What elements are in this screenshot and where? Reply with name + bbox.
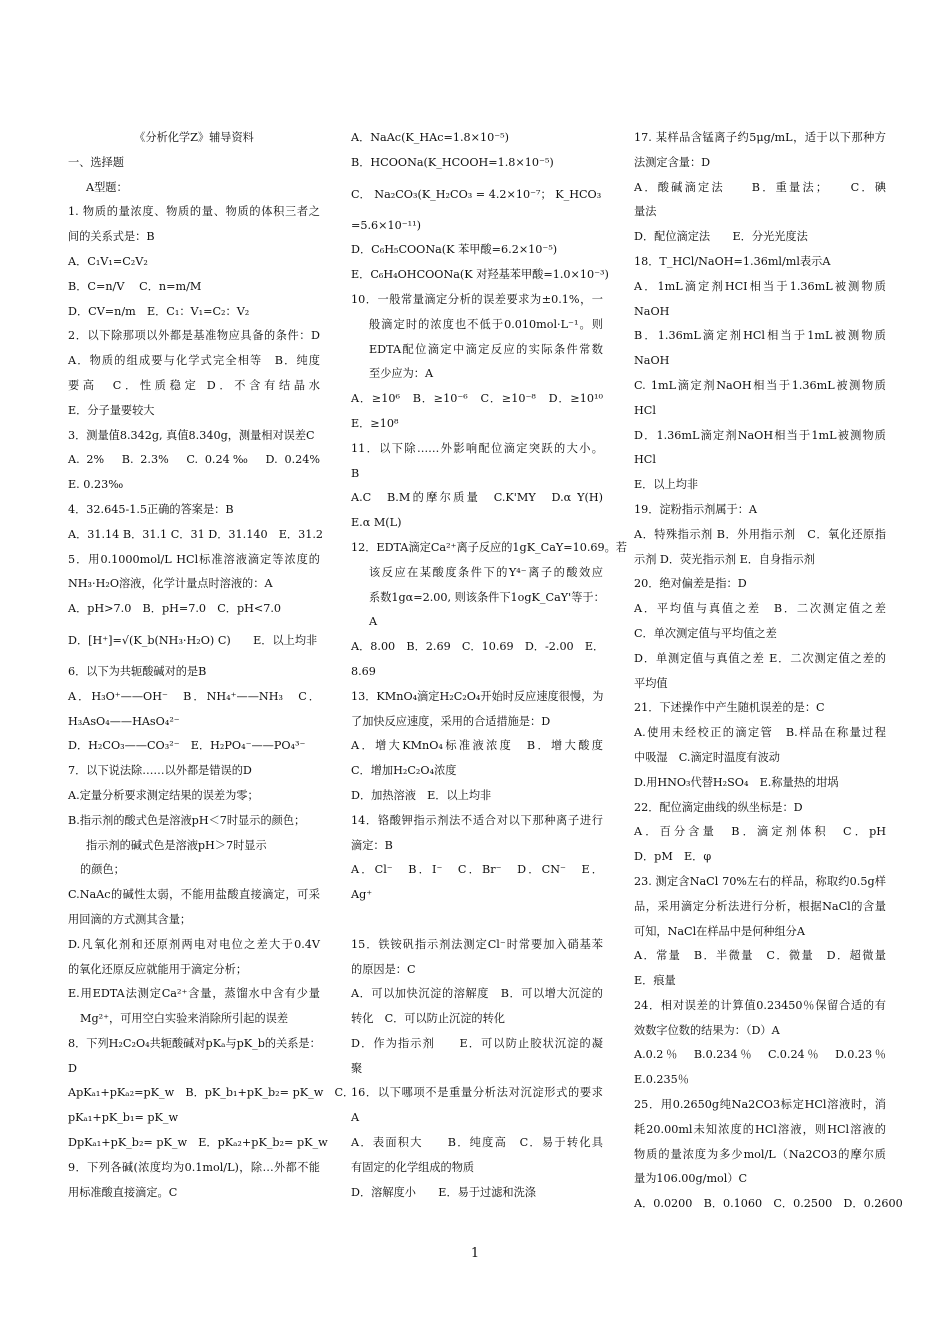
text-line: NaOH [634, 304, 670, 318]
text-line: A．可以加快沉淀的溶解度 B．可以增大沉淀的 [351, 987, 603, 1001]
question-4: 4．32.645-1.5正确的答案是：B [68, 502, 234, 516]
text-line: pKₐ₁+pK_b₁= pK_w [68, 1111, 179, 1125]
text-line: A [351, 1111, 360, 1125]
text-line: A．物质的组成要与化学式完全相等 B．纯度 [68, 354, 320, 368]
text-line: Ag⁺ [351, 888, 373, 902]
formula-line: D．[H⁺]=√(K_b(NH₃·H₂O) C) E．以上均非 [68, 633, 318, 647]
text-line: E．C₆H₄OHCOONa(K 对羟基苯甲酸=1.0×10⁻³) [351, 268, 609, 282]
text-line: A. 2% B. 2.3% C. 0.24‰ D. 0.24% [68, 453, 320, 467]
text-line: C. 1mL滴定剂NaOH相当于1.36mL被测物质 [634, 378, 886, 392]
question-12: 12．EDTA滴定Ca²⁺离子反应的1gK_CaY=10.69。若 [351, 540, 628, 554]
text-line: A．C₁V₁=C₂V₂ [68, 254, 148, 268]
doc-title: 《分析化学Z》辅导资料 [134, 131, 254, 144]
question-9: 9．下列各碱(浓度均为0.1mol/L)，除…外都不能 [68, 1160, 320, 1174]
question-22: 22．配位滴定曲线的纵坐标是：D [634, 800, 803, 814]
text-line: A．H₃O⁺——OH⁻ B．NH₄⁺——NH₃ C． [68, 689, 320, 703]
question-6: 6．以下为共轭酸碱对的是B [68, 664, 207, 678]
text-line: D．配位滴定法 E．分光光度法 [634, 230, 808, 244]
text-line: DpKₐ₁+pK_b₂= pK_w E．pKₐ₂+pK_b₂= pK_w [68, 1136, 328, 1150]
text-line: D.凡氧化剂和还原剂两电对电位之差大于0.4V [68, 937, 320, 951]
text-line: A．8.00 B．2.69 C．10.69 D．-2.00 E． [351, 640, 605, 654]
text-line: C.NaAc的碱性太弱，不能用盐酸直接滴定，可采 [68, 888, 320, 902]
text-line: 了加快反应速度，采用的合适措施是：D [351, 714, 551, 728]
question-10: 10．一般常量滴定分析的误差要求为±0.1%，一 [351, 292, 603, 306]
text-line: D．C₆H₅COONa(K 苯甲酸=6.2×10⁻⁵) [351, 243, 558, 257]
text-line: D．溶解度小 E．易于过滤和洗涤 [351, 1185, 536, 1199]
text-line: A．常量 B．半微量 C．微量 D．超微量 [634, 949, 886, 963]
text-line: 指示剂的碱式色是溶液pH＞7时显示 [86, 838, 267, 852]
blank-line [351, 908, 603, 933]
question-1: 1. 物质的量浓度、物质的量、物质的体积三者之 [68, 205, 320, 219]
text-line: E．分子量要较大 [68, 403, 155, 417]
text-line: 转化 C．可以防止沉淀的转化 [351, 1012, 505, 1026]
text-line: 有固定的化学组成的物质 [351, 1160, 475, 1174]
subsection-heading: A型题： [86, 180, 128, 194]
text-line: A．增大KMnO₄标准液浓度 B．增大酸度 [351, 739, 603, 753]
column-left [68, 126, 355, 1205]
question-18: 18．T_HCl/NaOH=1.36ml/ml表示A [634, 254, 831, 268]
question-25: 25．用0.2650g纯Na2CO3标定HCl溶液时，消 [634, 1098, 886, 1112]
text-line: A．表面积大 B．纯度高 C．易于转化具 [351, 1136, 603, 1150]
text-line: HCl [634, 453, 656, 467]
question-14: 14．铬酸钾指示剂法不适合对以下那种离子进行 [351, 813, 603, 827]
question-24: 24．相对误差的计算值0.23450％保留合适的有 [634, 998, 886, 1012]
text-line: A．≥10⁶ B．≥10⁻⁶ C．≥10⁻⁸ D．≥10¹⁰ [351, 392, 603, 406]
page-number: 1 [470, 1246, 480, 1261]
text-line: 用回滴的方式测其含量； [68, 912, 192, 926]
text-line: E.用EDTA法测定Ca²⁺含量，蒸馏水中含有少量 [68, 987, 320, 1001]
text-line: E．痕量 [634, 974, 676, 988]
text-line: C．增加H₂C₂O₄浓度 [351, 764, 457, 778]
text-line: D．CV=n/m E．C₁：V₁=C₂：V₂ [68, 304, 250, 318]
text-line: D．加热溶液 E．以上均非 [351, 788, 492, 802]
text-line: 的原因是：C [351, 962, 416, 976]
text-line: A．百分含量 B．滴定剂体积 C．pH [634, 825, 886, 839]
text-line: 平均值 [634, 676, 668, 690]
text-line: E. 0.23‰ [68, 478, 124, 492]
text-line: ApKₐ₁+pKₐ₂=pK_w B．pK_b₁+pK_b₂= pK_w C． [68, 1086, 355, 1100]
text-line: A [369, 615, 378, 629]
text-line: A.定量分析要求测定结果的误差为零； [68, 788, 259, 802]
text-line: A.使用未经校正的滴定管 B.样品在称量过程 [634, 726, 886, 740]
section-heading: 一、选择题 [68, 155, 124, 169]
text-line: E．≥10⁸ [351, 416, 399, 430]
question-3: 3．测量值8.342g, 真值8.340g，测量相对误差C [68, 428, 315, 442]
text-line: 中吸湿 C.滴定时温度有波动 [634, 750, 780, 764]
formula-line: C． Na₂CO₃(K_H₂CO₃ = 4.2×10⁻⁷； K_HCO₃ [351, 187, 602, 201]
question-16: 16．以下哪项不是重量分析法对沉淀形式的要求 [351, 1086, 603, 1100]
text-line: A．1mL滴定剂HCI相当于1.36mL被测物质 [634, 279, 886, 293]
text-line: B．C=n/V C．n=m/M [68, 279, 202, 293]
text-line: H₃AsO₄——HAsO₄²⁻ [68, 714, 180, 728]
text-line: B．HCOONa(K_HCOOH=1.8×10⁻⁵) [351, 155, 554, 169]
text-line: 聚 [351, 1061, 363, 1075]
text-line: D．单测定值与真值之差 E．二次测定值之差的 [634, 651, 886, 665]
text-line: 品，采用滴定分析法进行分析，根据NaCl的含量 [634, 899, 886, 913]
text-line: 可知，NaCl在样品中是何种组分A [634, 924, 805, 938]
text-line: A.C B.M的摩尔质量 C.K'MY D.α Y(H) [351, 491, 603, 505]
text-line: D．作为指示剂 E．可以防止胶状沉淀的凝 [351, 1036, 603, 1050]
text-line: B．1.36mL滴定剂HCl相当于1mL被测物质 [634, 329, 886, 343]
question-5: 5．用0.1000mol/L HCl标准溶液滴定等浓度的 [68, 552, 320, 566]
text-line: D．H₂CO₃——CO₃²⁻ E．H₂PO₄⁻——PO₄³⁻ [68, 739, 306, 753]
question-17: 17. 某样品含锰离子约5μg/mL，适于以下那种方 [634, 131, 886, 144]
question-13: 13．KMnO₄滴定H₂C₂O₄开始时反应速度很慢，为 [351, 689, 604, 703]
text-line: 系数1gα=2.00, 则该条件下1ogK_CaY'等于： [369, 590, 605, 604]
text-line: A．31.14 B．31.1 C．31 D．31.140 E．31.2 [68, 527, 324, 541]
text-line: B.指示剂的酸式色是溶液pH＜7时显示的颜色； [68, 813, 306, 827]
text-line: 物质的量浓度为多少mol/L（Na2CO3的摩尔质 [634, 1147, 886, 1161]
question-2: 2．以下除那项以外都是基准物应具备的条件：D [68, 329, 320, 343]
text-line: D [68, 1061, 77, 1075]
text-line: 效数字位数的结果为：（D）A [634, 1023, 780, 1037]
text-line: C．单次测定值与平均值之差 [634, 626, 777, 640]
text-line: 法测定含量：D [634, 155, 711, 169]
question-20: 20．绝对偏差是指：D [634, 577, 747, 591]
text-line: 滴定：B [351, 838, 393, 852]
text-line: 的氧化还原反应就能用于滴定分析； [68, 962, 248, 976]
text-line: A．NaAc(K_HAc=1.8×10⁻⁵) [351, 131, 510, 144]
text-line: 8.69 [351, 664, 376, 678]
column-right [634, 126, 903, 1217]
question-21: 21．下述操作中产生随机误差的是：C [634, 701, 825, 715]
text-line: E.α M(L) [351, 516, 402, 530]
question-7: 7．以下说法除……以外都是错误的D [68, 764, 252, 778]
text-line: A.0.2％ B.0.234％ C.0.24％ D.0.23％ [634, 1048, 886, 1062]
text-line: 量为106.00g/mol）C [634, 1172, 748, 1186]
text-line: EDTA配位滴定中滴定反应的实际条件常数 [369, 342, 603, 356]
question-23: 23. 测定含NaCl 70%左右的样品，称取约0.5g样 [634, 874, 886, 888]
text-line: E．以上均非 [634, 478, 699, 492]
text-line: HCl [634, 403, 656, 417]
question-11: 11．以下除……外影响配位滴定突跃的大小。 [351, 441, 603, 455]
question-15: 15．铁铵矾指示剂法测定Cl⁻时常要加入硝基苯 [351, 937, 603, 951]
text-line: A．0.0200 B．0.1060 C．0.2500 D．0.2600 [634, 1197, 903, 1211]
text-line: A．特殊指示剂 B．外用指示剂 C．氧化还原指 [634, 527, 886, 541]
text-line: NH₃·H₂O溶液，化学计量点时溶液的：A [68, 577, 273, 591]
text-line: A．pH>7.0 B．pH=7.0 C．pH<7.0 [68, 602, 282, 616]
text-line: 示剂 D．荧光指示剂 E．自身指示剂 [634, 552, 815, 566]
text-line: B [351, 466, 360, 480]
text-line: D.用HNO₃代替H₂SO₄ E.称量热的坩埚 [634, 775, 839, 789]
text-line: 至少应为：A [369, 367, 434, 381]
question-19: 19．淀粉指示剂属于：A [634, 502, 758, 516]
text-line: NaOH [634, 354, 670, 368]
text-line: A．Cl⁻ B．I⁻ C．Br⁻ D．CN⁻ E． [351, 863, 603, 877]
text-line: Mg²⁺，可用空白实验来消除所引起的误差 [80, 1012, 289, 1026]
question-8: 8．下列H₂C₂O₄共轭酸碱对pKₐ与pK_b的关系是： [68, 1036, 321, 1050]
text-line: 耗20.00ml未知浓度的HCl溶液，则HCl溶液的 [634, 1122, 886, 1136]
text-line: 间的关系式是：B [68, 230, 155, 244]
text-line: 的颜色； [80, 863, 125, 877]
text-line: A．平均值与真值之差 B．二次测定值之差 [634, 602, 886, 616]
text-line: E.0.235％ [634, 1073, 689, 1087]
text-line: A．酸碱滴定法 B．重量法； C．碘 [634, 180, 886, 194]
text-line: D．pM E．φ [634, 850, 712, 864]
text-line: 用标准酸直接滴定。C [68, 1185, 178, 1199]
text-line: 该反应在某酸度条件下的Y⁴⁻离子的酸效应 [369, 565, 603, 579]
column-middle [351, 126, 628, 1205]
text-line: 般滴定时的浓度也不低于0.010mol·L⁻¹。则 [369, 317, 603, 331]
text-line: =5.6×10⁻¹¹) [351, 218, 422, 232]
text-line: 量法 [634, 205, 657, 219]
text-line: D．1.36mL滴定剂NaOH相当于1mL被测物质 [634, 428, 886, 442]
text-line: 要高 C．性质稳定 D．不含有结晶水 [68, 378, 320, 392]
